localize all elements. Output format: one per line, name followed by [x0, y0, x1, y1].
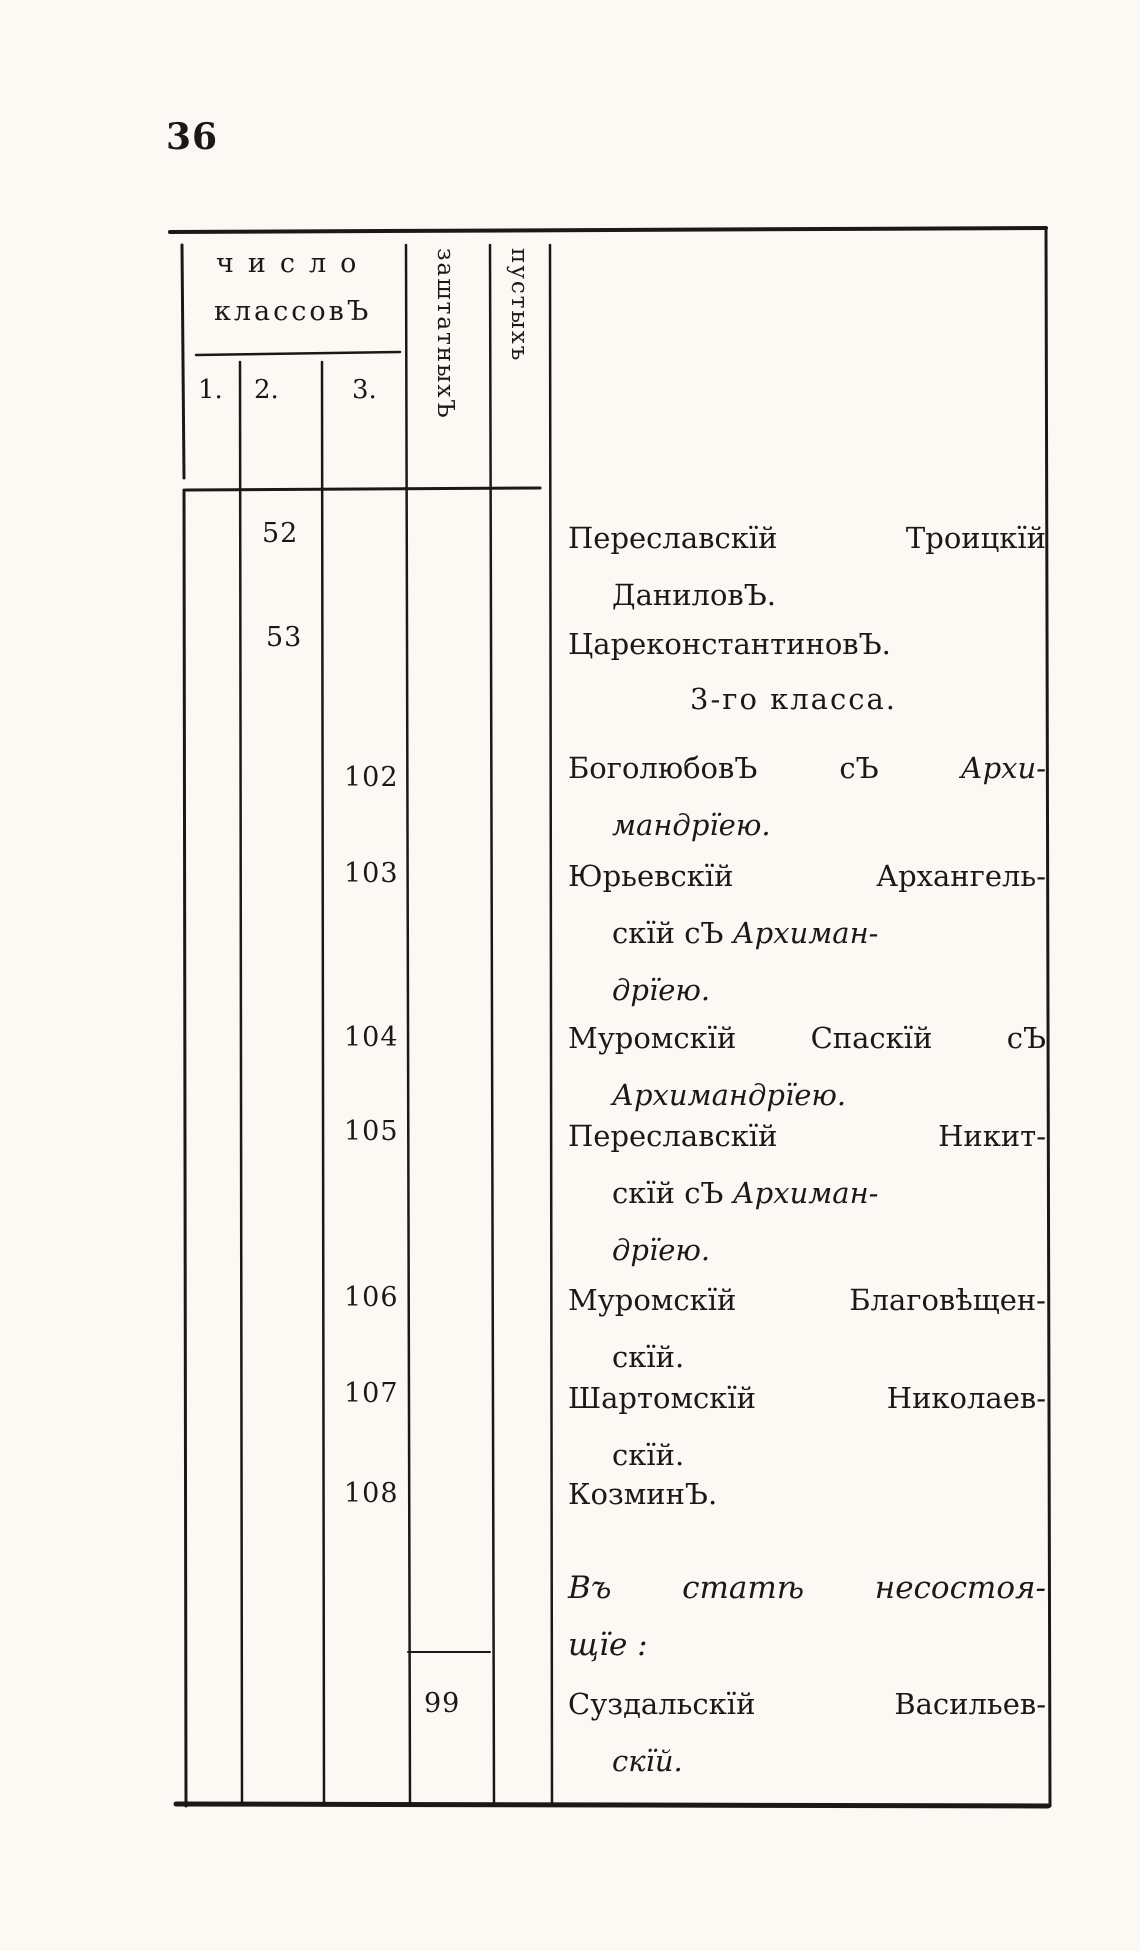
- entry-line: БоголюбовЪ сЪ Архи-: [568, 751, 1046, 785]
- frame-bottom-rule: [176, 1804, 1048, 1806]
- entry: [568, 740, 1046, 854]
- row-number: 105: [344, 1116, 399, 1147]
- entry-line: дрїею.: [612, 1233, 711, 1267]
- header-col-2: 2.: [254, 375, 279, 405]
- header-col-1: 1.: [198, 375, 223, 405]
- row-number: 99: [424, 1688, 461, 1719]
- entry: [568, 1676, 1046, 1790]
- frame-left-border: [182, 245, 186, 1806]
- entry-line: мандрїею.: [612, 808, 771, 842]
- note-line: Въ статѣ несостоя-: [568, 1570, 1046, 1606]
- note-line: щїе :: [568, 1627, 648, 1663]
- entry-line: скїй.: [612, 1438, 685, 1472]
- row-number: 106: [344, 1282, 399, 1313]
- row-number: 52: [262, 518, 299, 549]
- entry-line: Муромскїй Благовѣщен-: [568, 1283, 1046, 1317]
- header-title: число: [216, 248, 371, 279]
- entry-line: Переславскїй Троицкїй: [568, 521, 1046, 555]
- header-pust-label: пустыхъ: [506, 248, 532, 363]
- frame-right-border: [1046, 228, 1050, 1806]
- class-heading: 3-го класса.: [690, 682, 897, 716]
- row-number: 104: [344, 1022, 399, 1053]
- entry-line: Переславскїй Никит-: [568, 1119, 1046, 1153]
- row-number: 102: [344, 762, 399, 793]
- entry: [568, 1010, 1046, 1124]
- divider-col3-zashtat: [406, 245, 410, 1804]
- entry-line: ЦареконстантиновЪ.: [568, 627, 891, 661]
- entry-line: Шартомскїй Николаев-: [568, 1381, 1046, 1415]
- header-subtitle: классовЪ: [214, 296, 372, 327]
- row-number: 108: [344, 1478, 399, 1509]
- header-zashtat-label: заштатныхЪ: [432, 248, 458, 420]
- entry: [568, 1466, 1046, 1523]
- entry-line: скїй сЪ Архиман-: [612, 1176, 879, 1210]
- header-class-rule: [196, 352, 400, 355]
- divider-zashtat-pust: [490, 245, 494, 1804]
- page-number: 36: [166, 116, 219, 158]
- entry-line: дрїею.: [612, 973, 711, 1007]
- divider-pust-text: [550, 245, 552, 1804]
- entry: [568, 1272, 1046, 1386]
- divider-col2-col3: [322, 362, 324, 1804]
- row-number: 103: [344, 858, 399, 889]
- note: [568, 1560, 1046, 1674]
- entry-line: ДаниловЪ.: [612, 578, 776, 612]
- row-number: 53: [266, 622, 303, 653]
- entry-line: скїй сЪ Архиман-: [612, 916, 879, 950]
- frame-top-rule: [170, 228, 1046, 232]
- entry: [568, 848, 1046, 1019]
- entry-line: скїй.: [612, 1744, 683, 1778]
- header-col-3: 3.: [352, 375, 377, 405]
- entry-line: Архимандрїею.: [612, 1078, 847, 1112]
- entry: [568, 1108, 1046, 1279]
- entry-line: Юрьевскїй Архангель-: [568, 859, 1046, 893]
- entry-line: Муромскїй Спаскїй сЪ: [568, 1021, 1046, 1055]
- entry-line: КозминЪ.: [568, 1477, 718, 1511]
- row-number: 107: [344, 1378, 399, 1409]
- entry: [568, 510, 1046, 624]
- entry-line: скїй.: [612, 1340, 685, 1374]
- entry: [568, 616, 1046, 673]
- entry-line: Суздальскїй Васильев-: [568, 1687, 1046, 1721]
- divider-col1-col2: [240, 362, 242, 1804]
